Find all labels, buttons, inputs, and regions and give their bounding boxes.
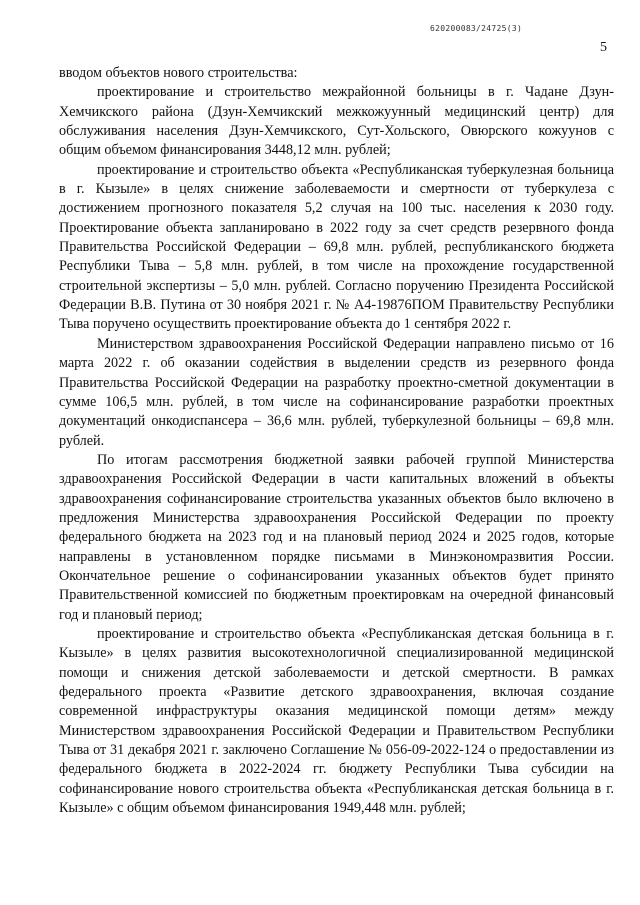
paragraph-intro: вводом объектов нового строительства: [59,65,298,81]
paragraph-budget-review: По итогам рассмотрения бюджетной заявки рабочей группой Министерства здравоохранения Российской Федерации в части капитальных вложений в объекты здравоохранения софинансирование строительства указанных объектов было включено в предложения Министерства здравоохранения Российской Федерации по проекту федерального бюджета на 2023 год и на плановый период 2024 и 2025 годов, которые направлены в установленном порядке письмами в Минэкономразвития России. Окончательное решение о софинансировании указанных объектов будет принято Правительственной комиссией по бюджетным проектировкам на очередной финансовый год и плановый период; [59,451,614,623]
document-body [59,64,614,818]
paragraph-ministry-letter: Министерством здравоохранения Российской Федерации направлено письмо от 16 марта 2022 г. об оказании содействия в выделении средств из резервного фонда Правительства Российской Федерации на разработку проектно-сметной документации в сумме 106,5 млн. рублей, в том числе на софинансирование разработки проектных документаций онкодиспансера – 36,6 млн. рублей, туберкулезной больницы – 69,8 млн. рублей. [59,335,614,449]
document-id: 620200083/24725(3) [430,24,523,33]
paragraph-children-hospital: проектирование и строительство объекта «Республиканская детская больница в г. Кызыле» в целях развития высокотехнологичной специализированной медицинской помощи и снижения детской заболеваемости и детской смертности. В рамках федерального проекта «Развитие детского здравоохранения, включая создание современной инфраструктуры оказания медицинской помощи детям» между Министерством здравоохранения Российской Федерации и Правительством Республики Тыва от 31 декабря 2021 г. заключено Соглашение № 056-09-2022-124 о предоставлении из федерального бюджета в 2022-2024 гг. бюджету Республики Тыва субсидии на софинансирование нового строительства объекта «Республиканская детская больница в г. Кызыле» с общим объемом финансирования 1949,448 млн. рублей; [59,625,614,817]
page-number: 5 [600,40,607,55]
paragraph-dzun-khemchik-hospital: проектирование и строительство межрайонной больницы в г. Чадане Дзун-Хемчикского района (Дзун-Хемчикский межкожуунный медицинский центр) для обслуживания населения Дзун-Хемчикского, Сут-Хольского, Овюрского кожуунов с общим объемом финансирования 3448,12 млн. рублей; [59,84,614,159]
paragraph-tuberculosis-hospital: проектирование и строительство объекта «Республиканская туберкулезная больница в г. Кызыле» в целях снижение заболеваемости и смертности от туберкулеза с достижением прогнозного показателя 5,2 случая на 100 тыс. населения к 2030 году. Проектирование объекта запланировано в 2022 году за счет средств резервного фонда Правительства Российской Федерации – 69,8 млн. рублей, республиканского бюджета Республики Тыва – 5,8 млн. рублей, в том числе на прохождение государственной строительной экспертизы – 5,0 млн. рублей. Согласно поручению Президента Российской Федерации В.В. Путина от 30 ноября 2021 г. № А4-19876ПОМ Правительству Республики Тыва поручено осуществить проектирование объекта до 1 сентября 2022 г. [59,161,614,333]
